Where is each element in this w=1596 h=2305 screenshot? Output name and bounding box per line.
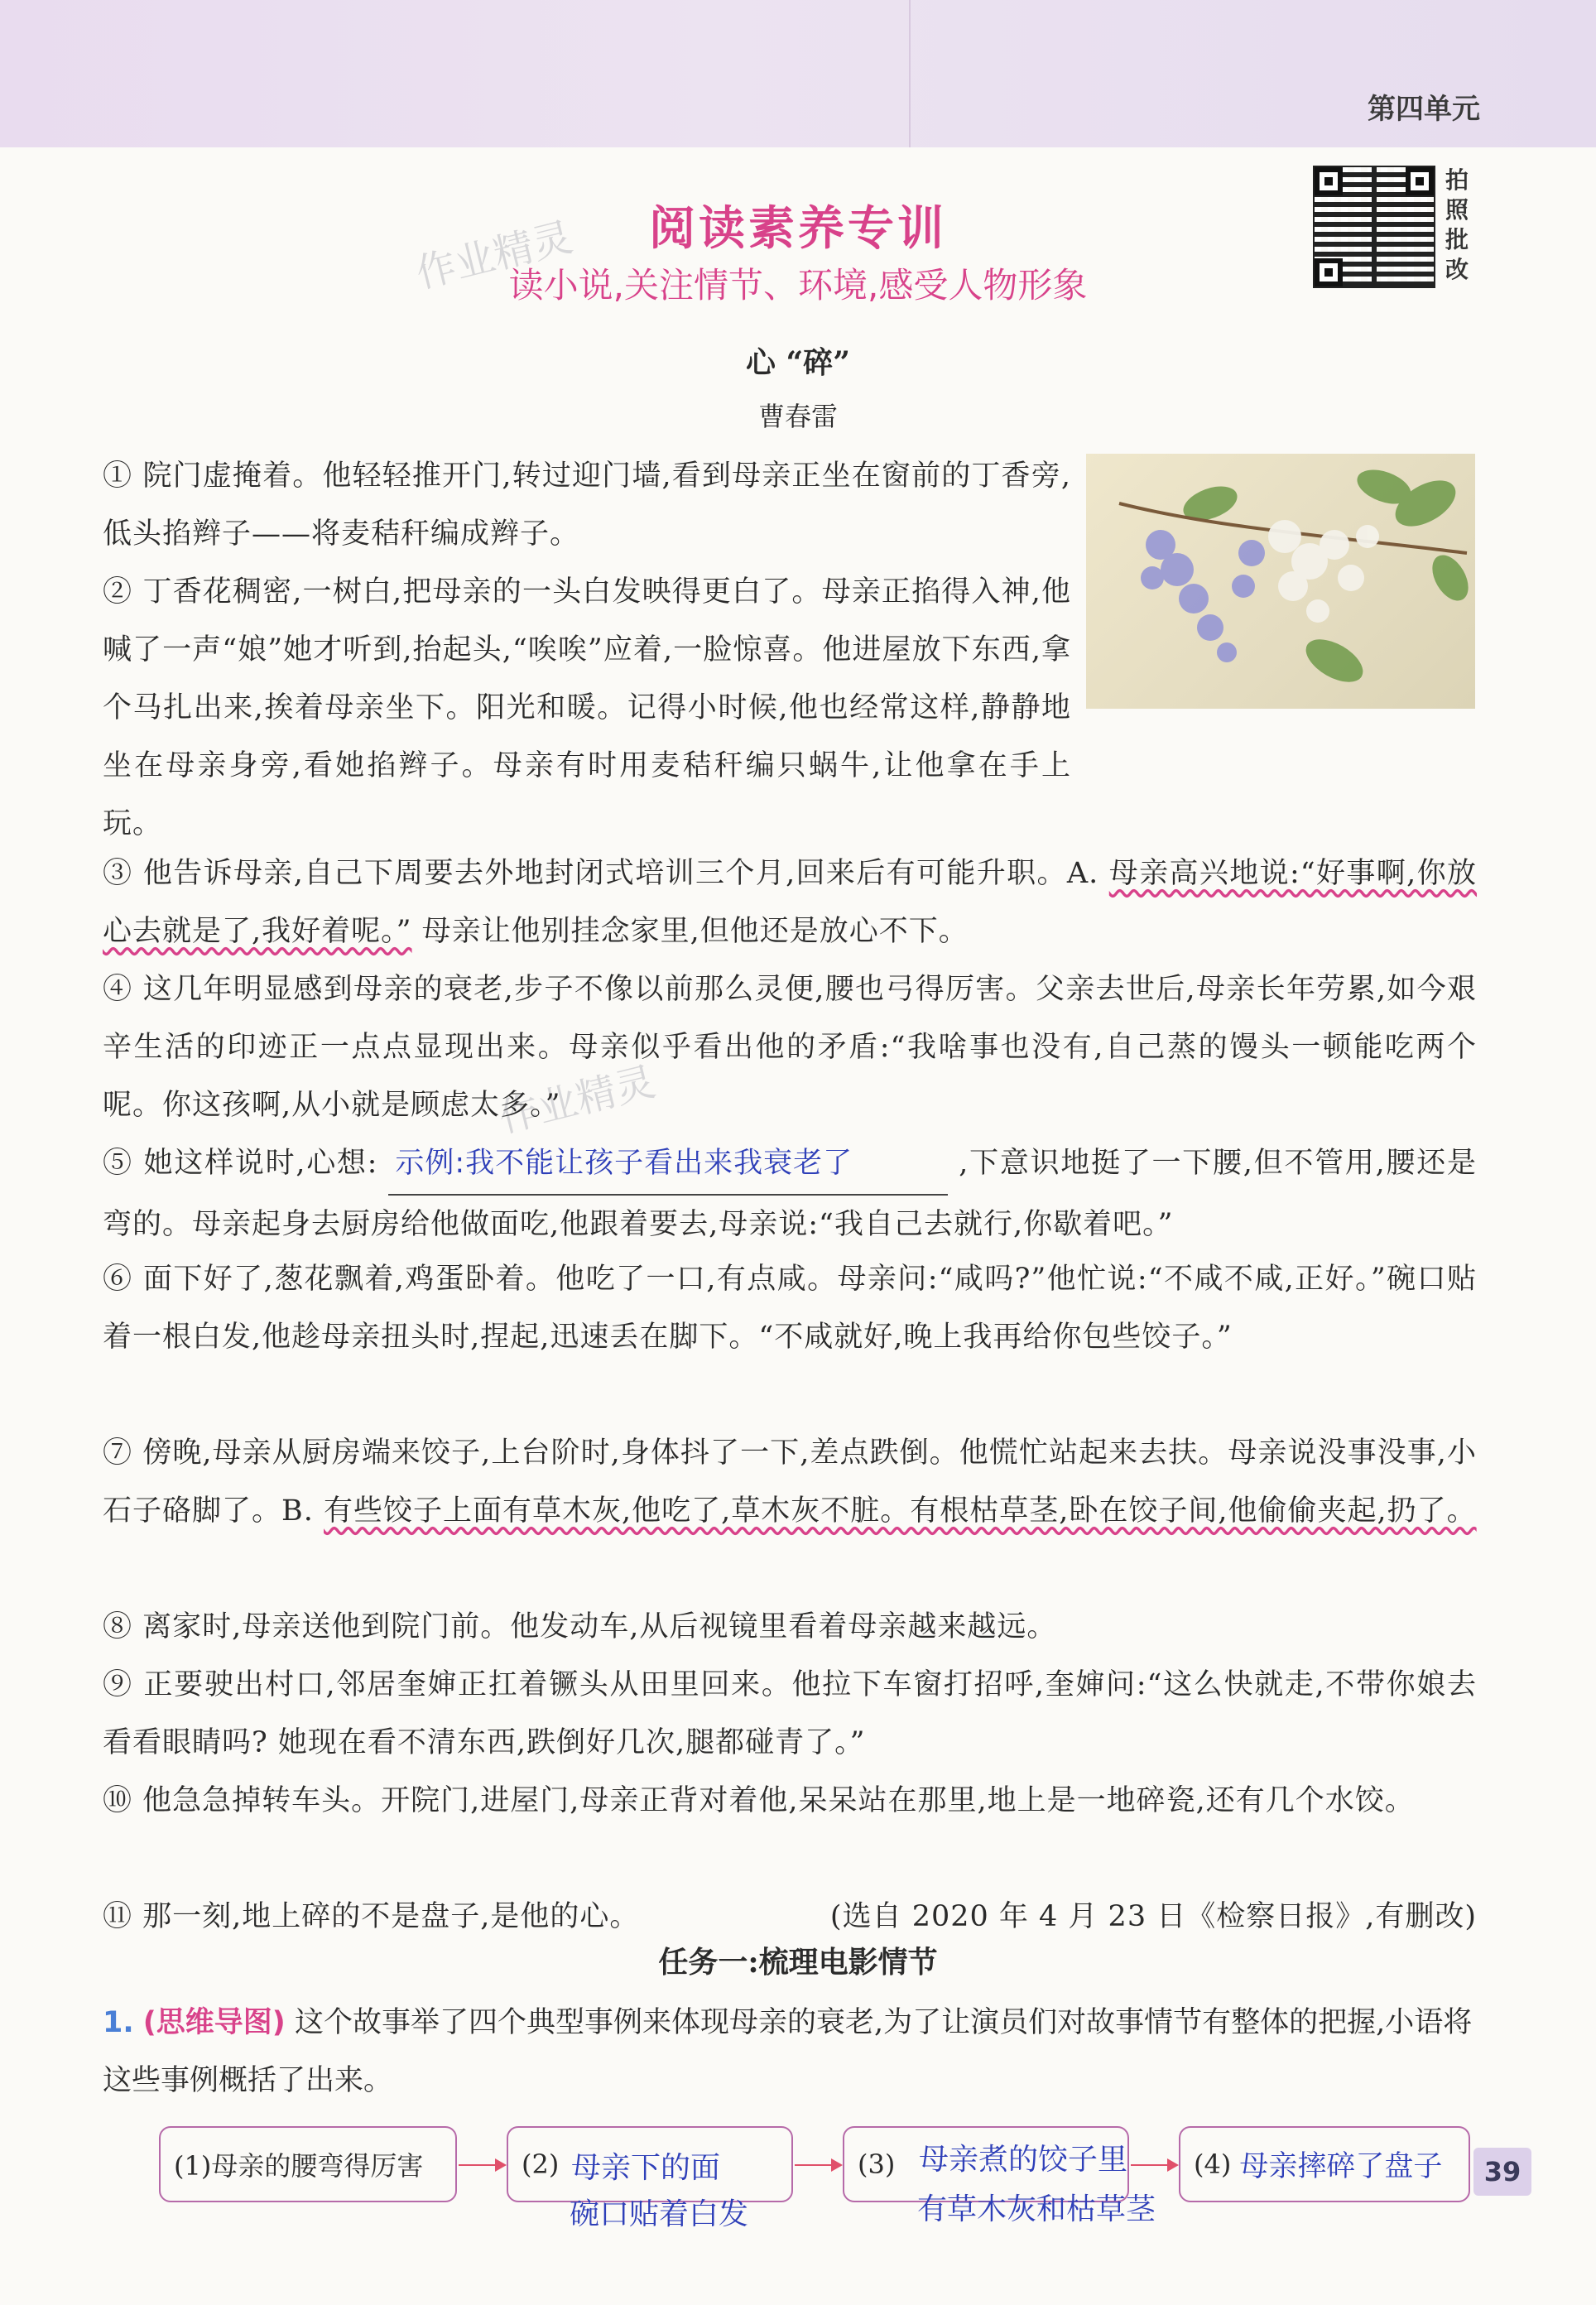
story-paragraph-4: ④ 这几年明显感到母亲的衰老,步子不像以前那么灵便,腰也弓得厉害。父亲去世后,母亲长年劳累,如今艰辛生活的印迹正一点点显现出来。母亲似乎看出他的矛盾:“我啥事也没有,自己蒸的馒头一顿能吃两个呢。你这孩啊,从小就是顾虑太多。”: [103, 973, 1477, 1122]
paragraph-text: ⑦ 傍晚,母亲从厨房端来饺子,上台阶时,身体抖了一下,差点跌倒。他慌忙站起来去扶。母亲说没事没事,小石子硌脚了。B.: [103, 1436, 1477, 1528]
story-paragraph-7: [103, 1424, 1477, 1540]
paragraph-text: ③ 他告诉母亲,自己下周要去外地封闭式培训三个月,回来后有可能升职。A.: [103, 857, 1099, 890]
qr-scan-label: 拍照批改: [1445, 166, 1469, 283]
mindmap-box-4[interactable]: [1179, 2126, 1470, 2202]
page-title: 阅读素养专训: [649, 202, 947, 256]
story-paragraph-10: ⑩ 他急急掉转车头。开院门,进屋门,母亲正背对着他,呆呆站在那里,地上是一地碎瓷,还有几个水饺。: [103, 1784, 1415, 1817]
qr-finder-icon: [1315, 167, 1343, 195]
paragraph-text: ② 丁香花稠密,一树白,把母亲的一头白发映得更白了。母亲正掐得入神,他喊了一声“娘”她才听到,抬起头,“唉唉”应着,一脸惊喜。他进屋放下东西,拿个马扎出来,挨着母亲坐下。阳光和暖。记得小时候,他也经常这样,静静地坐在母亲身旁,看她掐辫子。母亲有时用麦秸秆编只蜗牛,让他拿在手上玩。: [103, 575, 1071, 840]
answer-handwriting: 母亲摔碎了盘子: [1239, 2150, 1443, 2183]
mindmap-box-1: [159, 2126, 457, 2202]
story-paragraph-8: ⑧ 离家时,母亲送他到院门前。他发动车,从后视镜里看着母亲越来越远。: [103, 1610, 1057, 1643]
task-title: 任务一:梳理电影情节: [658, 1945, 938, 1980]
question-1: [103, 1994, 1477, 2110]
mindmap-box-prefix: (4): [1194, 2149, 1232, 2180]
story-paragraph-5: [103, 1134, 1477, 1254]
qr-finder-icon: [1406, 167, 1434, 195]
marked-sentence-b: 有些饺子上面有草木灰,他吃了,草木灰不脏。有根枯草茎,卧在饺子间,他偷偷夹起,扔了。: [324, 1494, 1477, 1528]
story-paragraph-3: [103, 845, 1477, 960]
answer-handwriting: 母亲下的面: [571, 2151, 721, 2185]
answer-handwriting: 碗口贴着白发: [570, 2197, 749, 2231]
question-text: 这个故事举了四个典型事例来体现母亲的衰老,为了让演员们对故事情节有整体的把握,小语将这些事例概括了出来。: [103, 2006, 1473, 2097]
question-number: 1.: [103, 2006, 134, 2039]
answer-handwriting: 母亲煮的饺子里: [919, 2143, 1128, 2177]
marked-sentence-a: 母亲高兴地说:“好事啊,你放心去就是了,我好着呢。”: [103, 857, 1478, 948]
unit-label: 第四单元: [1368, 93, 1480, 126]
story-paragraph-6: ⑥ 面下好了,葱花飘着,鸡蛋卧着。他吃了一口,有点咸。母亲问:“咸吗?”他忙说:“不咸不咸,正好。”碗口贴着一根白发,他趁母亲扭头时,捏起,迅速丢在脚下。“不咸就好,晚上我再给你包些饺子。”: [103, 1263, 1477, 1354]
page-subtitle: 读小说,关注情节、环境,感受人物形象: [508, 265, 1088, 306]
story-source: (选自 2020 年 4 月 23 日《检察日报》,有删改): [829, 1900, 1477, 1933]
story-paragraph-9: ⑨ 正要驶出村口,邻居奎婶正扛着镢头从田里回来。他拉下车窗打招呼,奎婶问:“这么快就走,不带你娘去看看眼睛吗? 她现在看不清东西,跌倒好几次,腿都碰青了。”: [103, 1668, 1477, 1759]
mindmap-box-prefix: (3): [858, 2149, 896, 2180]
arrow-right-icon: [459, 2164, 505, 2166]
arrow-right-icon: [1131, 2164, 1177, 2166]
watermark: 作业精灵: [494, 1058, 661, 1143]
mindmap-box-prefix: (2): [522, 2149, 560, 2180]
paragraph-text: ⑤ 她这样说时,心想:: [103, 1147, 378, 1180]
paragraph-text: ,下意识地挺了一下腰,但不管用,腰还是弯的。母亲起身去厨房给他做面吃,他跟着要去,母亲说:“我自己去就行,你歇着吧。”: [103, 1147, 1477, 1241]
story-title: 心 “碎”: [746, 345, 850, 380]
story-paragraph-2: [103, 563, 1477, 853]
paragraph-text: ⑪ 那一刻,地上碎的不是盘子,是他的心。: [103, 1900, 640, 1933]
page-number: 39: [1473, 2148, 1531, 2196]
page-fold: [909, 0, 911, 147]
story-author: 曹春雷: [757, 401, 838, 432]
header-band: [0, 0, 1596, 147]
arrow-right-icon: [795, 2164, 841, 2166]
answer-handwriting: 有草木灰和枯草茎: [917, 2192, 1156, 2226]
paragraph-text: 母亲让他别挂念家里,但他还是放心不下。: [421, 915, 969, 948]
question-tag: (思维导图): [142, 2006, 286, 2039]
answer-blank-field[interactable]: 示例:我不能让孩子看出来我衰老了: [388, 1134, 948, 1196]
mindmap-box-text: (1)母亲的腰弯得厉害: [174, 2150, 424, 2182]
story-paragraph-1: ① 院门虚掩着。他轻轻推开门,转过迎门墙,看到母亲正坐在窗前的丁香旁,低头掐辫子——将麦秸秆编成辫子。: [103, 460, 1071, 551]
watermark: 作业精灵: [411, 214, 578, 298]
story-paragraph-11: [103, 1888, 1477, 1946]
